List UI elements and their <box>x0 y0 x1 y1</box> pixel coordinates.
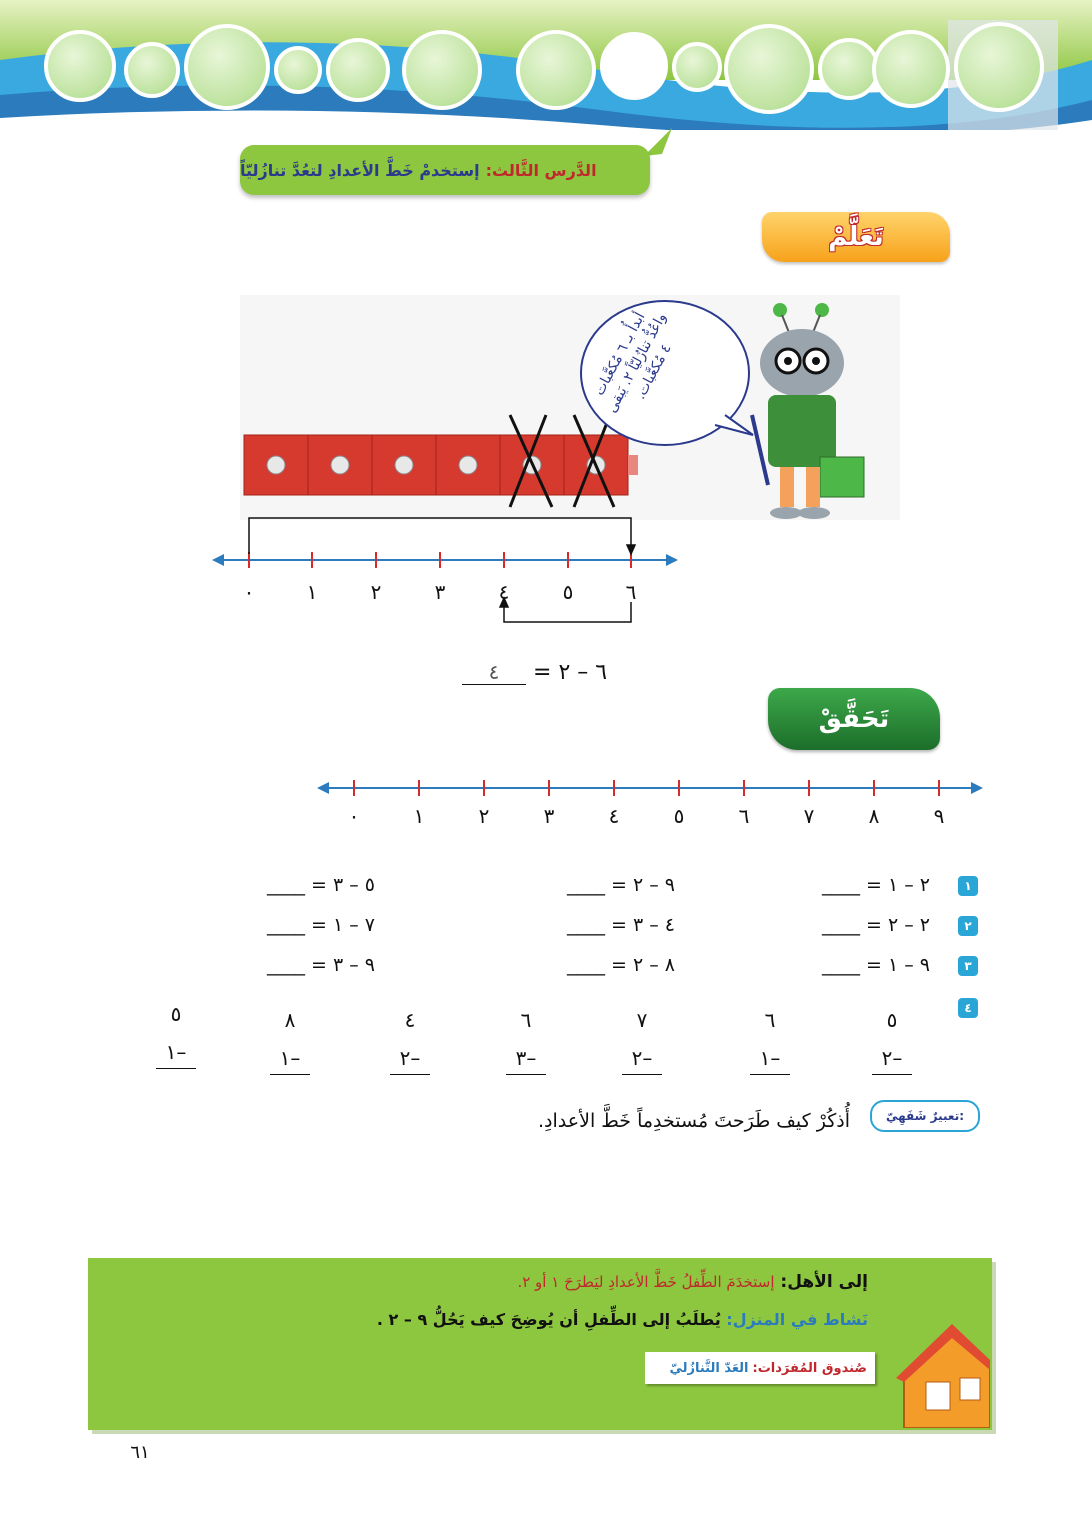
example-answer: ٤ <box>462 660 526 685</box>
vertical-problem <box>748 1008 792 1075</box>
equation: ٩ – ١ = ____ <box>821 954 930 976</box>
vertical-top: ٦ <box>764 1008 776 1032</box>
number-line-2-label: ٧ <box>803 804 815 828</box>
header-bubble <box>274 46 322 94</box>
vertical-bottom: ٢– <box>881 1046 903 1070</box>
vertical-problem <box>388 1008 432 1075</box>
answer-line <box>156 1068 196 1069</box>
oral-expression-text: أُذكُرْ كيف طَرَحتَ مُستخدِماً خَطَّ الأعدادِ. <box>538 1110 850 1132</box>
number-line-2-label: ٨ <box>868 804 880 828</box>
equation: ٨ – ٢ = ____ <box>566 954 675 976</box>
vertical-top: ٦ <box>520 1008 532 1032</box>
page-number: ٦١ <box>130 1442 150 1463</box>
family-text: إستخدَمَ الطِّفلُ خَطَّ الأعدادِ ليَطرَحَ ١ أو ٢. <box>517 1273 775 1291</box>
lesson-title: إستخدمْ خَطَّ الأعدادِ لتعُدَّ تنازُليّاً <box>240 160 480 180</box>
header-bubble <box>402 30 482 110</box>
house-icon <box>896 1316 990 1428</box>
number-line-2-label: ٩ <box>933 804 945 828</box>
number-line-2-label: ٤ <box>608 804 620 828</box>
number-line-2-label: ٥ <box>673 804 685 828</box>
vocabulary-word: العَدّ التَّنازُليّ <box>669 1360 749 1376</box>
header-bubble <box>724 24 814 114</box>
answer-line <box>390 1074 430 1075</box>
number-line-1-label: ٦ <box>625 580 637 604</box>
number-line-2-label: ٦ <box>738 804 750 828</box>
header-bubble <box>124 42 180 98</box>
oral-expression-tag: تعبيرٌ شَفَهِيّ: <box>870 1100 980 1132</box>
equation: ٩ – ٢ = ____ <box>566 874 675 896</box>
home-activity-line <box>377 1310 868 1329</box>
answer-line <box>270 1074 310 1075</box>
check-tag: تَحَقَّقْ <box>768 688 940 750</box>
home-activity-text: يُطلَبُ إلى الطِّفلِ أن يُوضِحَ كيف يَحُلُّ ٩ – ٢ . <box>376 1310 721 1329</box>
header-bubble <box>326 38 390 102</box>
number-line-2-label: ٣ <box>543 804 555 828</box>
vertical-problem <box>268 1008 312 1075</box>
vertical-problem <box>620 1008 664 1075</box>
header-bubble <box>954 22 1044 112</box>
vertical-bottom: ٣– <box>515 1046 537 1070</box>
number-line-1-label: ١ <box>306 580 318 604</box>
equation: ٢ – ٢ = ____ <box>821 914 930 936</box>
vertical-problem <box>870 1008 914 1075</box>
question-number: ٢ <box>958 916 978 936</box>
family-label: إلى الأهل: <box>780 1272 868 1292</box>
number-line-1-label: ٤ <box>498 580 510 604</box>
vertical-bottom: ١– <box>279 1046 301 1070</box>
cubes-illustration <box>240 295 900 520</box>
vertical-top: ٥ <box>170 1002 182 1026</box>
number-line-1-label: ٥ <box>562 580 574 604</box>
example-equation-text: ٦ – ٢ = <box>533 660 608 685</box>
header-bubble <box>672 42 722 92</box>
answer-line <box>872 1074 912 1075</box>
equation: ٤ – ٣ = ____ <box>566 914 675 936</box>
vertical-bottom: ١– <box>165 1040 187 1064</box>
lesson-title-bar <box>240 145 650 195</box>
question-number: ١ <box>958 876 978 896</box>
lesson-label: الدَّرس الثَّالث: <box>485 160 597 180</box>
header-bubble <box>516 30 596 110</box>
answer-line <box>750 1074 790 1075</box>
vertical-top: ٧ <box>636 1008 648 1032</box>
number-line-1-label: ٢ <box>370 580 382 604</box>
equation: ٧ – ١ = ____ <box>266 914 375 936</box>
number-line-1-label: ٠ <box>243 580 255 604</box>
vertical-top: ٨ <box>284 1008 296 1032</box>
family-note-line <box>517 1272 868 1292</box>
answer-line <box>506 1074 546 1075</box>
number-line-2-label: ٢ <box>478 804 490 828</box>
number-line-1-label: ٣ <box>434 580 446 604</box>
family-note-box <box>88 1258 992 1430</box>
vertical-problem <box>504 1008 548 1075</box>
home-activity-label: نَشاط في المنزل: <box>726 1310 868 1329</box>
vertical-top: ٤ <box>404 1008 416 1032</box>
header-bubble <box>44 30 116 102</box>
equation: ٢ – ١ = ____ <box>821 874 930 896</box>
example-equation <box>462 660 607 685</box>
number-line-2-label: ٠ <box>348 804 360 828</box>
vocabulary-label: صُندوق المُفرَدات: <box>752 1360 867 1376</box>
vertical-problem <box>154 1002 198 1069</box>
vertical-top: ٥ <box>886 1008 898 1032</box>
vocabulary-box <box>645 1352 875 1384</box>
bracket-top <box>249 518 635 554</box>
learn-tag: تَعَلَّمْ <box>762 212 950 262</box>
header-bubble <box>184 24 270 110</box>
equation: ٩ – ٣ = ____ <box>266 954 375 976</box>
speech-bubble-text: أبدأُ بـ ٦ مُكعَّبات واعُدُّ تنازُليّاً ٢. يَبقى ٤ مُكعَّبات. <box>591 309 675 416</box>
number-line-1 <box>210 510 680 630</box>
header-bubble <box>600 32 668 100</box>
vertical-bottom: ١– <box>759 1046 781 1070</box>
header-bubble <box>818 38 880 100</box>
number-line-2 <box>315 775 985 805</box>
answer-line <box>622 1074 662 1075</box>
question-number: ٤ <box>958 998 978 1018</box>
header-bubble <box>872 30 950 108</box>
vertical-bottom: ٢– <box>631 1046 653 1070</box>
equation: ٥ – ٣ = ____ <box>266 874 375 896</box>
vertical-bottom: ٢– <box>399 1046 421 1070</box>
number-line-2-label: ١ <box>413 804 425 828</box>
question-number: ٣ <box>958 956 978 976</box>
